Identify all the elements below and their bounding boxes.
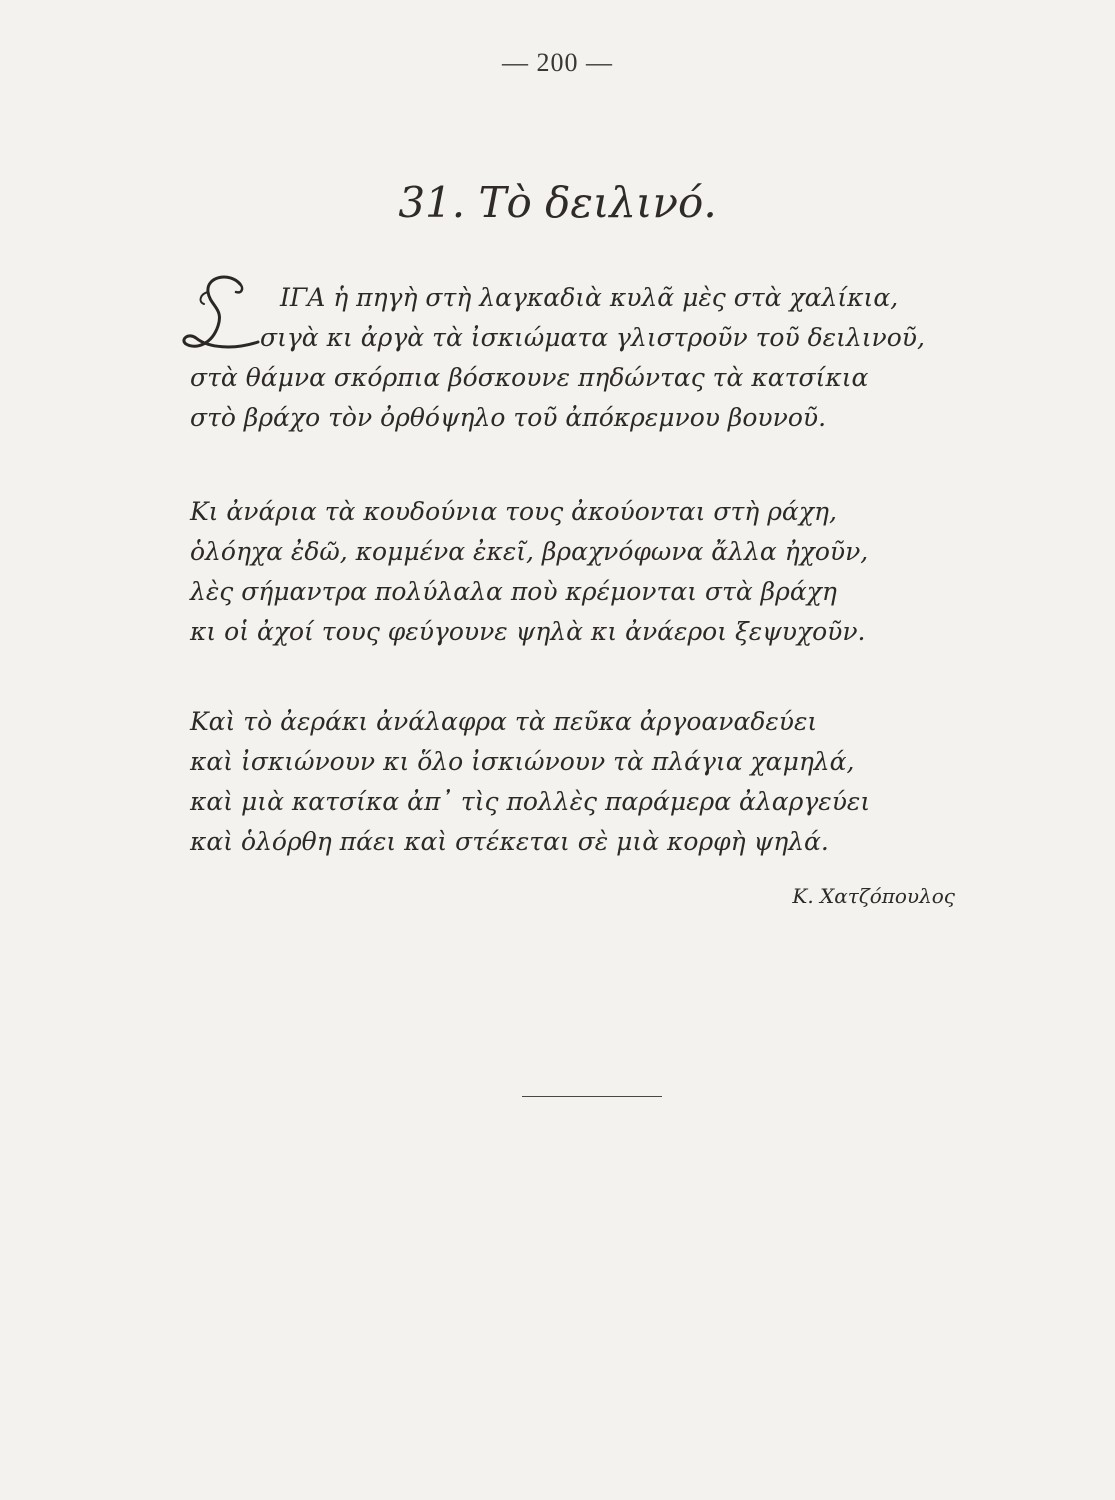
poem-line: λὲς σήμαντρα πολύλαλα ποὺ κρέμονται στὰ βράχη xyxy=(190,577,837,606)
poem-line: στὰ θάμνα σκόρπια βόσκουνε πηδώντας τὰ κατσίκια xyxy=(190,363,869,392)
poem-line: καὶ ἰσκιώνουν κι ὅλο ἰσκιώνουν τὰ πλάγια χαμηλά, xyxy=(190,747,855,776)
poem-line: καὶ μιὰ κατσίκα ἀπ᾽ τὶς πολλὲς παράμερα ἀλαργεύει xyxy=(190,787,871,816)
poem-line: ΙΓΑ ἡ πηγὴ στὴ λαγκαδιὰ κυλᾶ μὲς στὰ χαλίκια, xyxy=(280,283,899,312)
poem-line: στὸ βράχο τὸν ὀρθόψηλο τοῦ ἀπόκρεμνου βουνοῦ. xyxy=(190,403,827,432)
poem-line: καὶ ὁλόρθη πάει καὶ στέκεται σὲ μιὰ κορφὴ ψηλά. xyxy=(190,827,829,856)
poem-line: Καὶ τὸ ἀεράκι ἀνάλαφρα τὰ πεῦκα ἀργοαναδεύει xyxy=(190,707,818,736)
stanza-1 xyxy=(190,278,1010,438)
stanza-2 xyxy=(190,492,1010,652)
poem-line: Κι ἀνάρια τὰ κουδούνια τους ἀκούονται στὴ ράχη, xyxy=(190,497,837,526)
page-number: — 200 — xyxy=(502,48,613,77)
author-name: Κ. Χατζόπουλος xyxy=(792,884,955,908)
divider-rule xyxy=(522,1096,662,1097)
poem-line: κι οἱ ἀχοί τους φεύγουνε ψηλὰ κι ἀνάεροι ξεψυχοῦν. xyxy=(190,617,866,646)
poem-title: 31. Τὸ δειλινό. xyxy=(398,178,717,227)
stanza-3 xyxy=(190,702,1010,862)
poem-line: σιγὰ κι ἀργὰ τὰ ἰσκιώματα γλιστροῦν τοῦ δειλινοῦ, xyxy=(260,323,925,352)
poem-line: ὁλόηχα ἐδῶ, κομμένα ἐκεῖ, βραχνόφωνα ἄλλα ἠχοῦν, xyxy=(190,537,869,566)
